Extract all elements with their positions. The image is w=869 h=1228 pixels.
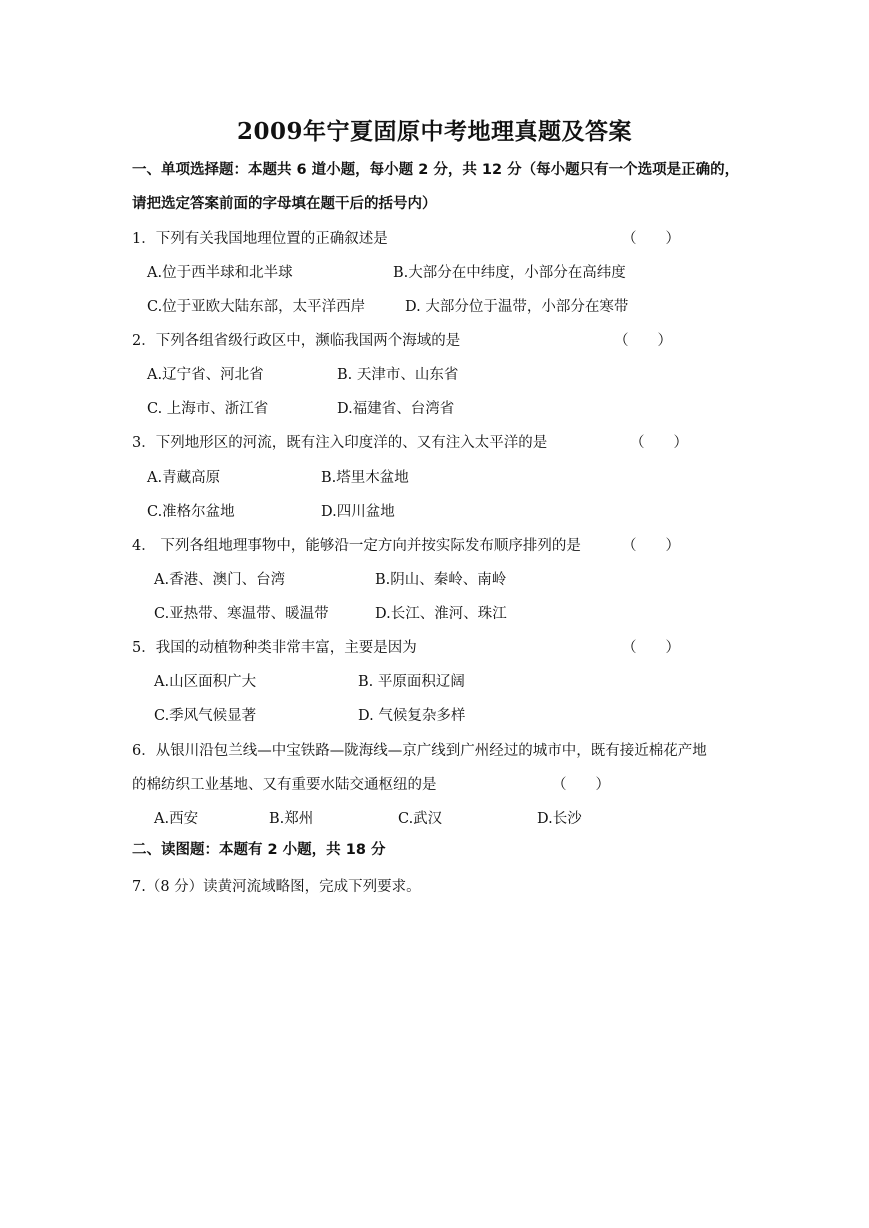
question-3-answer-paren: （ ）	[630, 435, 688, 451]
question-6-option-d: D.长沙	[537, 811, 582, 827]
question-5-stem: 5．我国的动植物种类非常丰富，主要是因为	[132, 640, 417, 656]
page-title: 2009年宁夏固原中考地理真题及答案	[236, 118, 632, 145]
section2-heading: 二、读图题：本题有 2 小题，共 18 分	[132, 842, 386, 858]
question-2-answer-paren: （ ）	[614, 333, 672, 349]
question-3-option-b: B.塔里木盆地	[321, 470, 409, 486]
section1-heading	[132, 153, 772, 221]
question-4-option-a: A.香港、澳门、台湾	[154, 572, 286, 588]
question-4-stem: 4． 下列各组地理事物中，能够沿一定方向并按实际发布顺序排列的是	[132, 538, 581, 554]
question-2-option-d: D.福建省、台湾省	[337, 401, 455, 417]
question-3-option-d: D.四川盆地	[321, 504, 395, 520]
question-5-option-c: C.季风气候显著	[154, 708, 257, 724]
question-3-stem: 3．下列地形区的河流，既有注入印度洋的、又有注入太平洋的是	[132, 435, 548, 451]
question-2-option-b: B. 天津市、山东省	[337, 367, 459, 383]
question-4-option-c: C.亚热带、寒温带、暖温带	[154, 606, 329, 622]
question-4-option-b: B.阴山、秦岭、南岭	[375, 572, 507, 588]
question-1-option-a: A.位于西半球和北半球	[147, 265, 293, 281]
question-6-option-c: C.武汉	[398, 811, 443, 827]
question-3-option-c: C.准格尔盆地	[147, 504, 235, 520]
section1-heading-line1: 一、单项选择题：本题共 6 道小题，每小题 2 分，共 12 分（每小题只有一个选项是正确的，	[132, 162, 740, 178]
question-5-option-d: D. 气候复杂多样	[358, 708, 466, 724]
question-3-option-a: A.青藏高原	[147, 470, 221, 486]
section1-heading-line2: 请把选定答案前面的字母填在题干后的括号内）	[132, 196, 437, 212]
question-5-option-a: A.山区面积广大	[154, 674, 257, 690]
question-4-option-d: D.长江、淮河、珠江	[375, 606, 507, 622]
question-6-stem-continued: 的棉纺织工业基地、又有重要水陆交通枢纽的是	[132, 777, 437, 793]
question-7-stem: 7.（8 分）读黄河流域略图，完成下列要求。	[132, 879, 421, 895]
question-4-answer-paren: （ ）	[622, 538, 680, 554]
question-5-option-b: B. 平原面积辽阔	[358, 674, 465, 690]
question-2-stem: 2．下列各组省级行政区中，濒临我国两个海域的是	[132, 333, 461, 349]
question-6-option-a: A.西安	[154, 811, 199, 827]
question-1-option-b: B.大部分在中纬度，小部分在高纬度	[393, 265, 626, 281]
question-2-option-a: A.辽宁省、河北省	[147, 367, 264, 383]
question-6-option-b: B.郑州	[269, 811, 314, 827]
question-1-stem: 1．下列有关我国地理位置的正确叙述是	[132, 231, 388, 247]
question-1-option-c: C.位于亚欧大陆东部，太平洋西岸	[147, 299, 366, 315]
question-6-answer-paren: （ ）	[552, 777, 610, 793]
question-5-answer-paren: （ ）	[622, 640, 680, 656]
question-2-option-c: C. 上海市、浙江省	[147, 401, 269, 417]
question-6-stem: 6．从银川沿包兰线—中宝铁路—陇海线—京广线到广州经过的城市中，既有接近棉花产地	[132, 743, 707, 759]
question-1-answer-paren: （ ）	[622, 231, 680, 247]
question-1-option-d: D. 大部分位于温带，小部分在寒带	[405, 299, 629, 315]
